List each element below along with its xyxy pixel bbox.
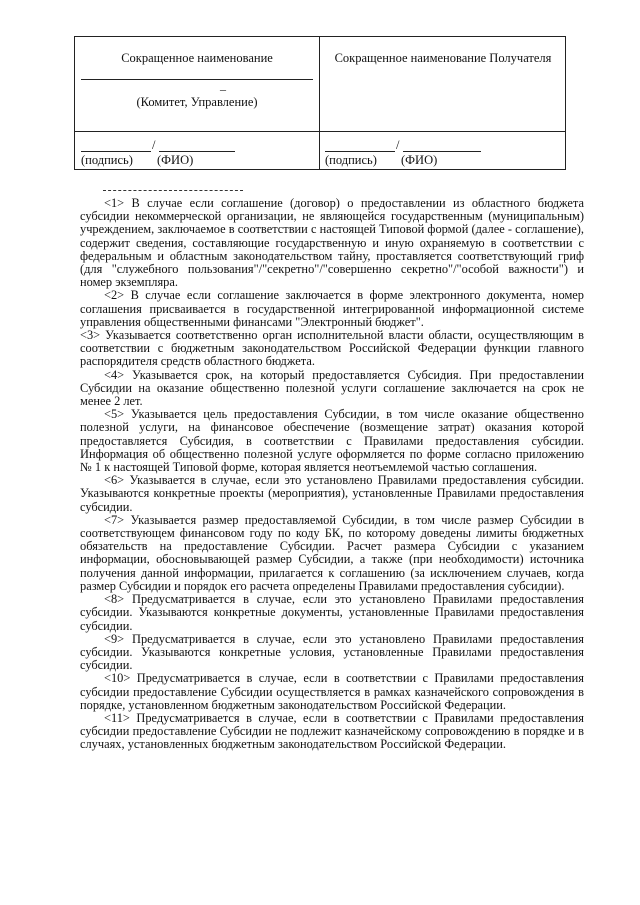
left-fio-label: (ФИО) <box>157 153 194 167</box>
footnote-2: <2> В случае если соглашение заключается в форме электронного документа, номер соглашения присваивается в государственной интегрированной информационной системе управления общественными финансами "Электронный бюджет". <box>80 288 584 329</box>
left-sign-line <box>81 151 151 152</box>
footnote-3: <3> Указывается соответственно орган исполнительной власти области, осуществляющим в соответствии с бюджетным законодательством Российской Федерации функции главного распорядителя средств областного бюджета. <box>80 328 584 369</box>
footnotes-section <box>80 197 584 752</box>
left-slash: / <box>152 138 156 152</box>
footnote-10: <10> Предусматривается в случае, если в соответствии с Правилами предоставления субсидии предоставление Субсидии осуществляется в рамках казначейского сопровождения в порядке, установленном бюджетным законодательством Российской Федерации. <box>80 671 584 712</box>
right-fio-line <box>403 151 481 152</box>
footnote-9: <9> Предусматривается в случае, если это установлено Правилами предоставления субсидии. Указываются конкретные условия, установленные Правилами предоставления субсидии. <box>80 631 584 673</box>
footnote-separator <box>103 190 243 191</box>
right-fio-label: (ФИО) <box>401 153 438 167</box>
right-header: Сокращенное наименование Получателя <box>334 51 552 65</box>
left-sign-label: (подпись) <box>81 153 133 167</box>
footnote-7: <7> Указывается размер предоставляемой Субсидии, в том числе размер Субсидии в соответствующем финансовом году по коду БК, по которому доведены лимиты бюджетных обязательств на предоставление Субсидии. Расчет размера Субсидии с указанием информации, обосновывающей размер Субсидии, а также (при необходимости) источника получения данной информации, прилагается к соглашению (за исключением случаев, когда размер Субсидии и порядок его расчета определены Правилами предоставления субсидии). <box>80 512 584 593</box>
footnote-8: <8> Предусматривается в случае, если это установлено Правилами предоставления субсидии. Указываются конкретные документы, установленные Правилами предоставления субсидии. <box>80 592 584 633</box>
left-name-line <box>81 79 313 80</box>
footnote-11: <11> Предусматривается в случае, если в соответствии с Правилами предоставления субсидии предоставление Субсидии не подлежит казначейскому сопровождению в порядке и в случаях, установленных бюджетным законодательством Российской Федерации. <box>80 710 584 752</box>
left-header: Сокращенное наименование <box>121 51 273 65</box>
footnote-6: <6> Указывается в случае, если это установлено Правилами предоставления субсидии. Указываются конкретные проекты (мероприятия), установленные Правилами предоставления субсидии. <box>80 473 584 514</box>
footnote-1: <1> В случае если соглашение (договор) о предоставлении из областного бюджета субсидии некоммерческой организации, не являющейся государственным (муниципальным) учреждением, заключаемое в соответствии с настоящей Типовой формой (далее - соглашение), содержит сведения, составляющие государственную и иную охраняемую в соответствии с федеральным и областным законодательством тайну, проставляется соответствующий гриф (для "служебного пользования"/"секретно"/"совершенно секретно"/"особой важности") и номер экземпляра. <box>80 196 584 290</box>
right-slash: / <box>396 138 400 152</box>
footnote-5: <5> Указывается цель предоставления Субсидии, в том числе оказание общественно полезной услуги, на финансовое обеспечение (возмещение затрат) оказания которой предоставляется Субсидия, в соответствии с Правилами предоставления субсидии. Информация об общественно полезной услуге оформляется по форме согласно приложению № 1 к настоящей Типовой форме, которая является неотъемлемой частью соглашения. <box>80 407 584 475</box>
footnote-4: <4> Указывается срок, на который предоставляется Субсидия. При предоставлении Субсидии на оказание общественно полезной услуги соглашение заключается на срок не менее 2 лет. <box>80 367 584 409</box>
table-row-divider <box>75 131 565 132</box>
right-sign-label: (подпись) <box>325 153 377 167</box>
right-sign-line <box>325 151 395 152</box>
left-fio-line <box>159 151 235 152</box>
left-name-tick: _ <box>220 78 226 92</box>
signature-table <box>74 36 566 170</box>
left-subheader: (Комитет, Управление) <box>136 95 258 109</box>
